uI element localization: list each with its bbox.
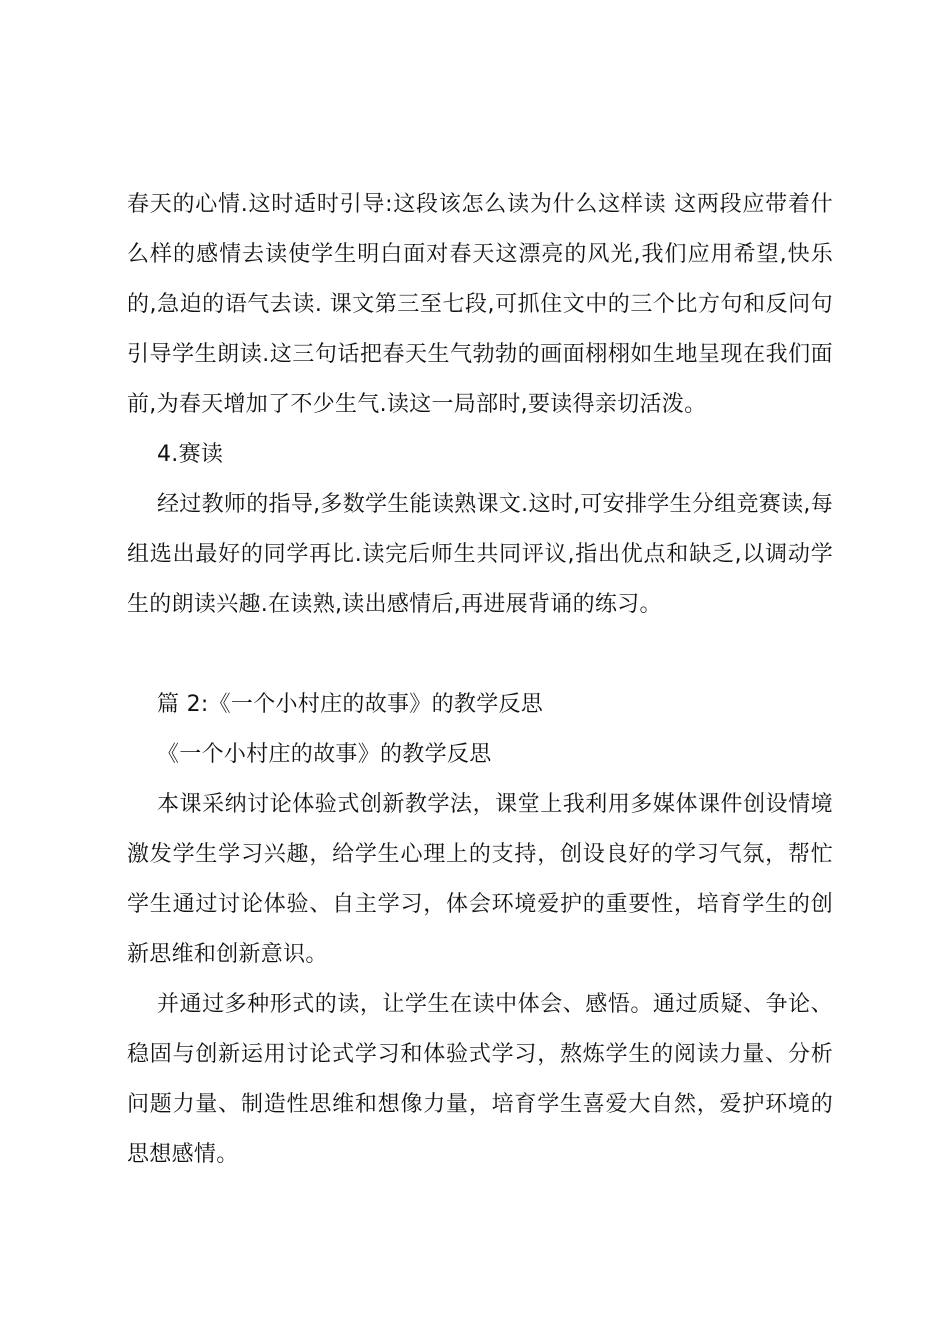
text-line: 春天的心情.这时适时引导:这段该怎么读为什么这样读 这两段应带着什 xyxy=(127,192,833,217)
text-line: 本课采纳讨论体验式创新教学法，课堂上我利用多媒体课件创设情境 xyxy=(157,792,833,817)
text-line: 生的朗读兴趣.在读熟,读出感情后,再进展背诵的练习。 xyxy=(127,592,662,617)
paragraph-reading-forms xyxy=(127,980,833,1180)
text-line: 学生通过讨论体验、自主学习，体会环境爱护的重要性，培育学生的创 xyxy=(127,892,833,917)
text-line: 思想感情。 xyxy=(127,1142,239,1167)
text-line: 的,急迫的语气去读. 课文第三至七段,可抓住文中的三个比方句和反问句 xyxy=(127,292,833,317)
text-line: 组选出最好的同学再比.读完后师生共同评议,指出优点和缺乏,以调动学 xyxy=(127,542,833,567)
text-line: 问题力量、制造性思维和想像力量，培育学生喜爱大自然，爱护环境的 xyxy=(127,1092,833,1117)
paragraph-teaching-method xyxy=(127,780,833,980)
text-line: 经过教师的指导,多数学生能读熟课文.这时,可安排学生分组竞赛读,每 xyxy=(157,492,833,517)
text-line: 么样的感情去读使学生明白面对春天这漂亮的风光,我们应用希望,快乐 xyxy=(127,242,833,267)
article-subtitle xyxy=(127,730,833,780)
text-line: 新思维和创新意识。 xyxy=(127,942,328,967)
text-line: 引导学生朗读.这三句话把春天生气勃勃的画面栩栩如生地呈现在我们面 xyxy=(127,342,833,367)
paragraph-race-read xyxy=(127,480,833,630)
paragraph-reading-guidance xyxy=(127,180,833,430)
section-heading: 4.赛读 xyxy=(157,442,224,467)
subtitle-text: 《一个小村庄的故事》的教学反思 xyxy=(157,742,492,767)
text-line: 激发学生学习兴趣，给学生心理上的支持，创设良好的学习气氛，帮忙 xyxy=(127,842,833,867)
article-title: 篇 2:《一个小村庄的故事》的教学反思 xyxy=(157,692,544,717)
text-line: 稳固与创新运用讨论式学习和体验式学习，熬炼学生的阅读力量、分析 xyxy=(127,1042,833,1067)
article-heading xyxy=(127,680,833,730)
heading-race-read xyxy=(127,430,833,480)
text-line: 前,为春天增加了不少生气.读这一局部时,要读得亲切活泼。 xyxy=(127,392,707,417)
text-line: 并通过多种形式的读，让学生在读中体会、感悟。通过质疑、争论、 xyxy=(157,992,833,1017)
